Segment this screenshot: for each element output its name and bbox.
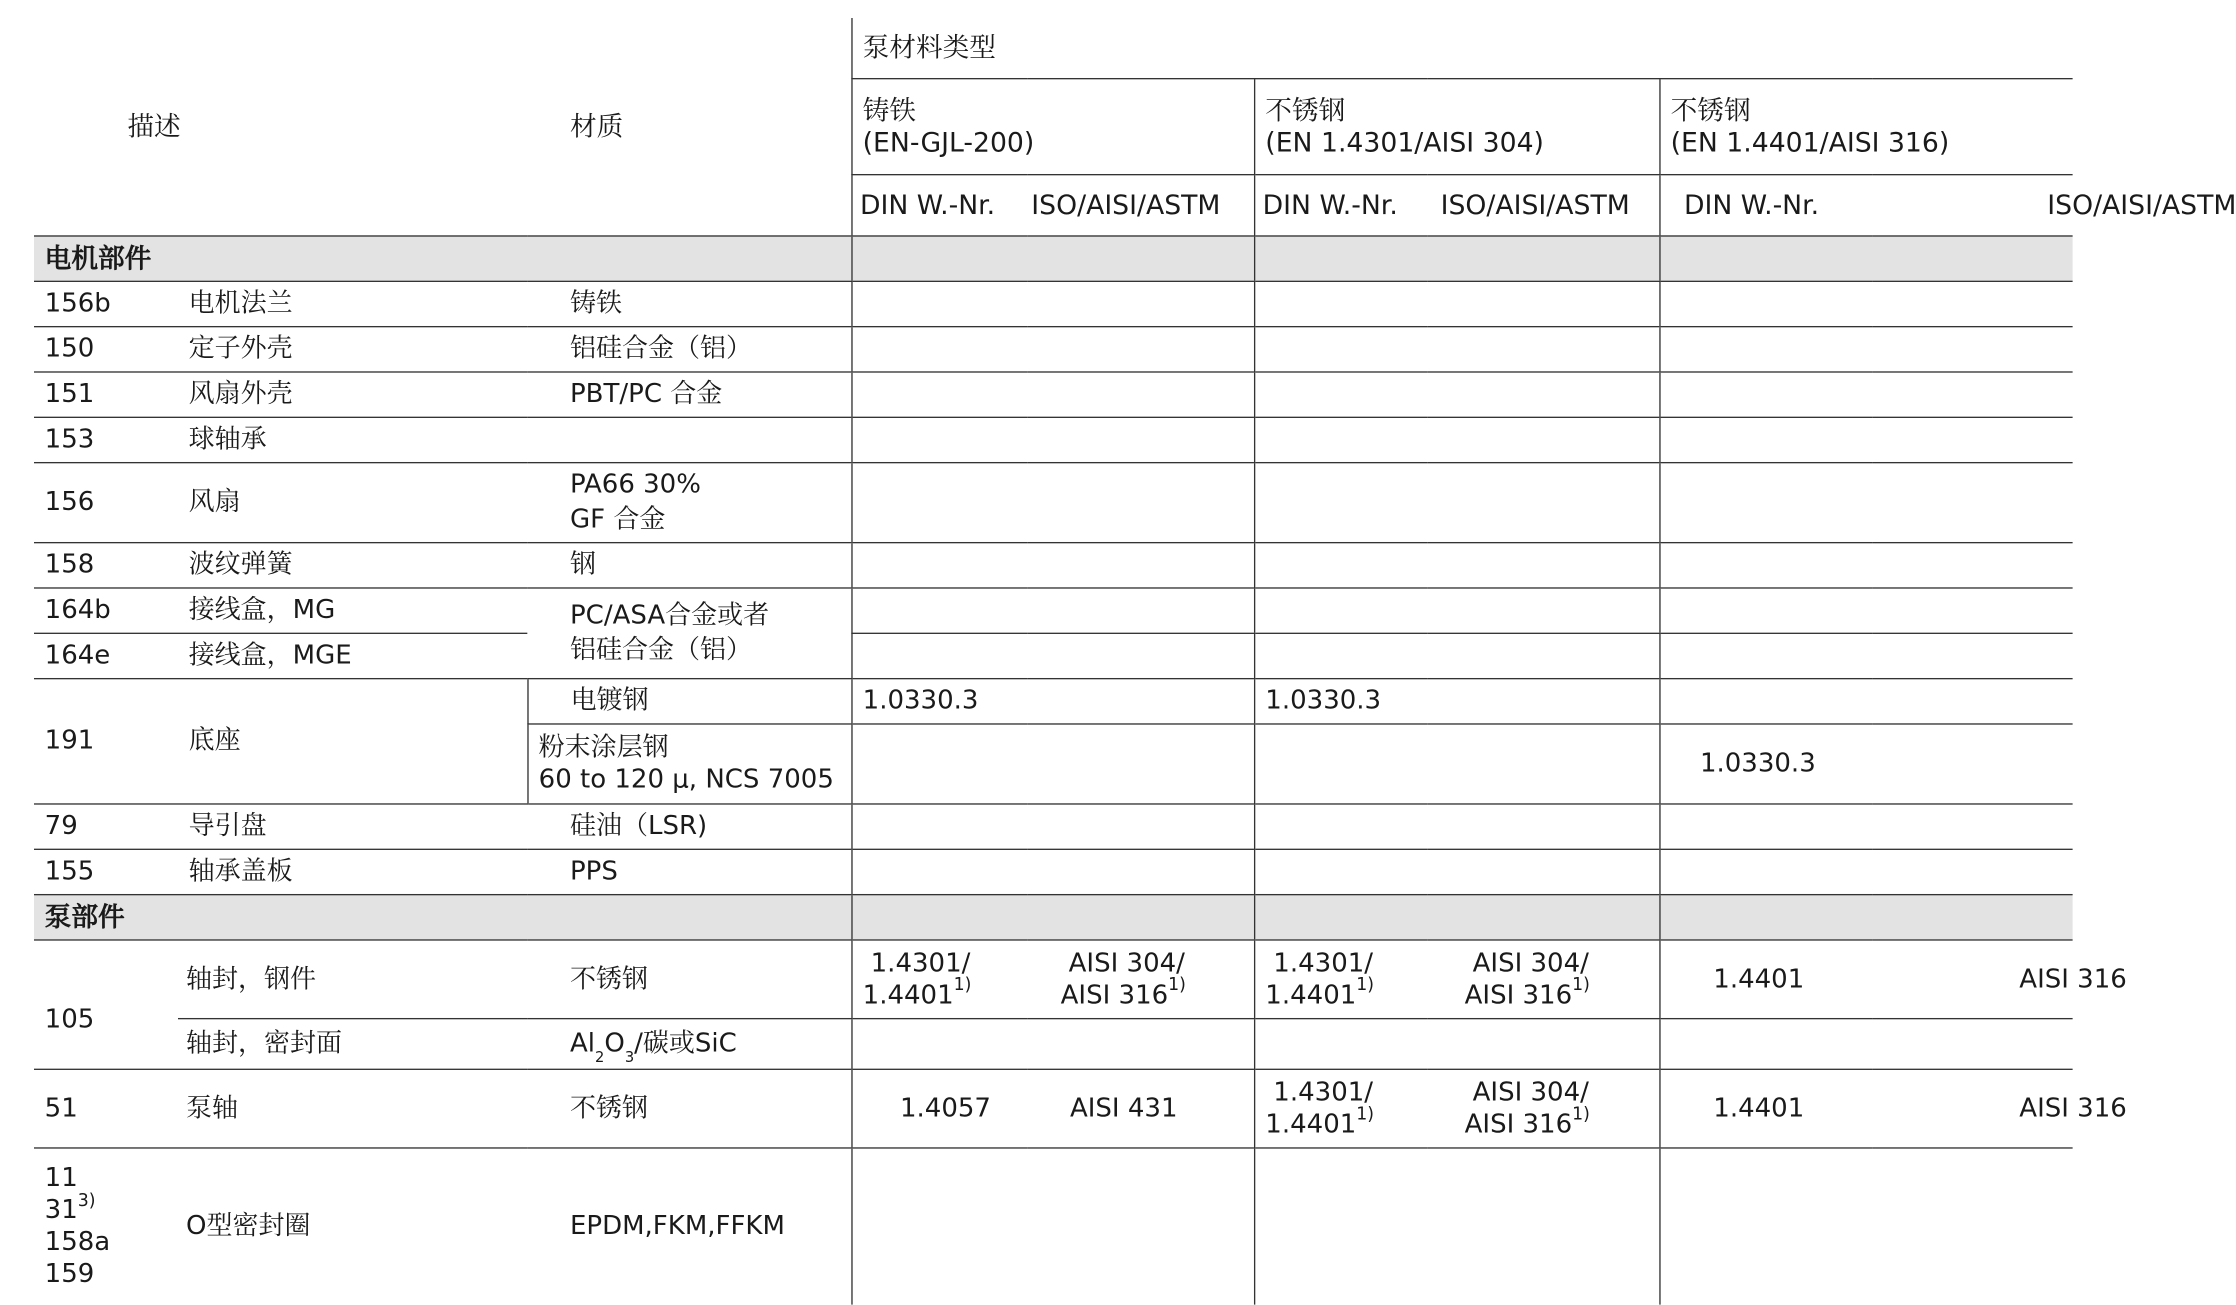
ss304-iso-line1 <box>1465 947 1659 979</box>
position-number: 191 <box>34 678 178 803</box>
value-text: AISI 304/ <box>1472 1075 1589 1107</box>
cast-iron-din-value: 1.0330.3 <box>851 678 1254 723</box>
footnote-marker: 1) <box>1356 1104 1375 1125</box>
value-text: AISI 304/ <box>1472 946 1589 978</box>
material-specification-table-page <box>34 18 2236 1305</box>
component-material: 铝硅合金（铝） <box>569 332 753 364</box>
ss304-din-line2 <box>1265 1104 1427 1140</box>
position-number: 79 <box>44 809 78 841</box>
component-material-line2: GF 合金 <box>569 503 666 534</box>
ss316-din-value: 1.4401 <box>1659 1069 1872 1148</box>
ss316-iso-value <box>1873 1069 2127 1148</box>
component-material: PBT/PC 合金 <box>569 377 723 409</box>
table-row <box>34 939 2073 1018</box>
component-material-line1: 粉末涂层钢 <box>538 731 669 762</box>
value-text: AISI 316 <box>1464 978 1573 1010</box>
subheader-iso-label: ISO/AISI/ASTM <box>2047 188 2236 221</box>
position-number-with-note <box>44 1190 178 1226</box>
table-row <box>34 587 2073 632</box>
component-material: 电镀钢 <box>527 678 851 723</box>
subheader-iso: ISO/AISI/ASTM <box>1031 188 1221 221</box>
position-number: 155 <box>44 855 95 886</box>
component-material <box>527 723 851 803</box>
component-description: 轴封，密封面 <box>185 1027 343 1058</box>
component-description: 导引盘 <box>188 809 267 841</box>
footnote-marker: 3) <box>77 1190 96 1211</box>
position-number: 51 <box>44 1091 78 1123</box>
table-row <box>34 803 2073 848</box>
header-group-ss304 <box>1254 78 1659 174</box>
footnote-marker: 1) <box>1572 975 1590 996</box>
ss304-iso-line2 <box>1464 1104 1659 1140</box>
position-number: 164e <box>44 639 111 670</box>
cast-iron-din-line2 <box>862 975 1028 1011</box>
footnote-marker: 1) <box>1572 1104 1590 1125</box>
position-number: 31 <box>44 1194 78 1225</box>
component-description: 接线盒，MGE <box>188 639 352 670</box>
component-material: 硅油（LSR) <box>569 809 708 841</box>
ss304-iso-line2 <box>1464 975 1659 1011</box>
component-description: 底座 <box>178 678 527 803</box>
subscript: 2 <box>595 1048 605 1066</box>
table-row <box>34 462 2073 542</box>
component-description: 风扇外壳 <box>188 377 293 409</box>
component-material <box>527 417 851 462</box>
ss304-din-value <box>1254 939 1427 1018</box>
cast-iron-din-value <box>851 939 1027 1018</box>
value-text: 1.4301/ <box>1273 1075 1374 1107</box>
section-title-motor: 电机部件 <box>34 235 851 280</box>
value-text: 1.4401 <box>862 978 954 1010</box>
component-material <box>527 462 851 542</box>
section-row-pump <box>34 894 2073 939</box>
table-row <box>34 678 2073 723</box>
subscript: 3 <box>624 1048 635 1066</box>
table-row <box>34 633 2073 678</box>
ss304-din-line1 <box>1265 947 1427 979</box>
cast-iron-din-value: 1.4057 <box>851 1069 1027 1148</box>
group-ss316-line1: 不锈钢 <box>1670 93 1751 126</box>
footnote-marker: 1) <box>1356 975 1375 996</box>
cast-iron-din-line1 <box>863 947 1028 979</box>
position-number-list <box>34 1147 178 1304</box>
subheader-din: DIN W.-Nr. <box>1659 174 1872 235</box>
ss316-iso-text: AISI 316 <box>2019 1091 2127 1123</box>
ss304-iso-value <box>1427 1069 1659 1148</box>
table-row <box>34 849 2073 894</box>
component-material-line1: PA66 30% <box>569 468 701 500</box>
table-row <box>34 417 2073 462</box>
value-text: AISI 316 <box>1060 978 1169 1010</box>
component-material: 不锈钢 <box>527 939 851 1018</box>
material-text: Al <box>569 1027 596 1058</box>
footnote-marker: 1) <box>1168 975 1186 996</box>
position-number: 164b <box>34 587 178 632</box>
ss304-iso-line1 <box>1465 1076 1659 1108</box>
header-material: 材质 <box>569 110 624 143</box>
position-number: 105 <box>34 939 178 1068</box>
component-description: 波纹弹簧 <box>188 548 293 580</box>
ss304-din-line1 <box>1265 1076 1427 1108</box>
component-material: 铸铁 <box>569 287 623 318</box>
header-group-cast-iron <box>851 78 1254 174</box>
component-description: 泵轴 <box>185 1091 239 1123</box>
table-row <box>34 281 2073 326</box>
section-title-pump: 泵部件 <box>34 894 851 939</box>
junction-box-material-line2: 铝硅合金（铝） <box>569 633 753 665</box>
component-material: 钢 <box>569 548 597 580</box>
header-group-ss316 <box>1659 78 2072 174</box>
table-row <box>34 1147 2073 1304</box>
value-text: AISI 304/ <box>1068 946 1185 978</box>
ss316-din-value: 1.4401 <box>1659 939 1872 1018</box>
group-cast-iron-line2: (EN-GJL-200) <box>862 125 1035 158</box>
value-text: 1.4301/ <box>1273 946 1374 978</box>
material-table <box>34 18 2236 1305</box>
position-number: 158a <box>44 1226 111 1257</box>
header-pump-material-type: 泵材料类型 <box>851 18 2072 78</box>
position-number: 150 <box>44 332 95 364</box>
component-material <box>527 1018 851 1069</box>
component-description: 轴封，钢件 <box>178 939 527 1018</box>
component-description: 定子外壳 <box>188 332 293 364</box>
material-text: O <box>604 1027 625 1058</box>
position-number: 158 <box>44 548 95 580</box>
cast-iron-iso-value: AISI 431 <box>1069 1091 1178 1123</box>
component-material: EPDM,FKM,FFKM <box>569 1210 785 1241</box>
ss316-iso-value <box>1873 939 2127 1018</box>
value-text: 1.4401 <box>1265 1107 1357 1139</box>
table-row <box>34 371 2073 416</box>
junction-box-material <box>527 587 851 678</box>
component-description: 轴承盖板 <box>188 855 293 886</box>
group-ss304-line1: 不锈钢 <box>1265 93 1346 126</box>
component-description: O型密封圈 <box>185 1210 311 1241</box>
table-row <box>34 542 2073 587</box>
value-text: AISI 316 <box>1464 1107 1573 1139</box>
ss316-din-value: 1.0330.3 <box>1659 723 2072 803</box>
value-text: 1.4401 <box>1265 978 1357 1010</box>
table-row <box>34 326 2073 371</box>
subheader-din: DIN W.-Nr. <box>851 174 1027 235</box>
group-ss316-line2: (EN 1.4401/AISI 316) <box>1670 125 1950 158</box>
component-material: PPS <box>569 855 618 886</box>
position-number: 156b <box>44 287 111 318</box>
material-text: /碳或SiC <box>634 1027 737 1058</box>
cast-iron-iso-value <box>1027 939 1254 1018</box>
ss304-din-value: 1.0330.3 <box>1254 678 1659 723</box>
subheader-iso <box>1873 174 2236 235</box>
ss304-din-value <box>1254 1069 1427 1148</box>
subheader-iso: ISO/AISI/ASTM <box>1440 188 1630 221</box>
position-number: 11 <box>44 1162 78 1193</box>
footnote-marker: 1) <box>953 975 972 996</box>
position-number: 151 <box>44 377 95 409</box>
group-cast-iron-line1: 铸铁 <box>862 93 916 126</box>
ss304-din-line2 <box>1265 975 1427 1011</box>
component-description: 接线盒，MG <box>178 587 527 632</box>
cast-iron-iso-line1 <box>1061 947 1254 979</box>
junction-box-material-line1: PC/ASA合金或者 <box>569 599 770 630</box>
component-material: 不锈钢 <box>569 1091 649 1123</box>
group-ss304-line2: (EN 1.4301/AISI 304) <box>1265 125 1544 158</box>
ss304-iso-value <box>1427 939 1659 1018</box>
cast-iron-iso-line2 <box>1060 975 1254 1011</box>
ss316-iso-text: AISI 316 <box>2019 962 2127 994</box>
header-description: 描述 <box>127 110 181 143</box>
component-description: 球轴承 <box>188 423 267 454</box>
position-number: 159 <box>44 1258 95 1289</box>
section-row-motor <box>34 235 2073 280</box>
position-number: 156 <box>44 485 95 517</box>
subheader-din: DIN W.-Nr. <box>1254 174 1427 235</box>
component-description: 风扇 <box>188 485 241 517</box>
table-row <box>34 1018 2073 1069</box>
position-number: 153 <box>44 423 95 454</box>
component-material-line2: 60 to 120 μ, NCS 7005 <box>538 763 834 794</box>
component-description: 电机法兰 <box>188 287 293 318</box>
value-text: 1.4301/ <box>870 946 971 978</box>
table-row <box>34 1069 2073 1148</box>
